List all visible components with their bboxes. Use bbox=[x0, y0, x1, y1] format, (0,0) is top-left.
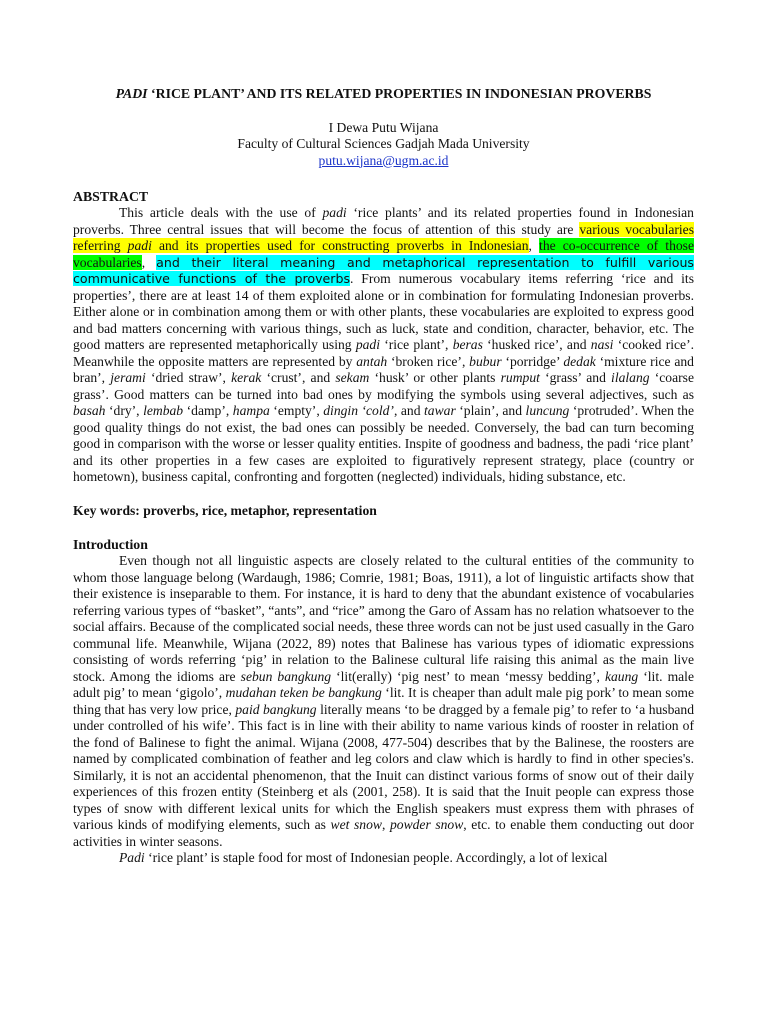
text-run: ‘dried straw’, bbox=[145, 370, 232, 385]
text-run: , bbox=[381, 817, 390, 832]
keywords: Key words: proverbs, rice, metaphor, representation bbox=[73, 502, 377, 518]
italic-term: jerami bbox=[110, 370, 146, 385]
paper-title bbox=[73, 86, 694, 103]
text-run: ‘crust’, and bbox=[261, 370, 336, 385]
text-run: This article deals with the use of bbox=[119, 205, 323, 220]
text-run: ‘lit. It is cheaper than adult male pig pork’ to mean some thing that has very low price, bbox=[73, 685, 694, 717]
text-run: ‘plain’, and bbox=[455, 403, 526, 418]
italic-term: dingin ‘cold’ bbox=[323, 403, 394, 418]
author-affiliation: Faculty of Cultural Sciences Gadjah Mada University bbox=[237, 136, 530, 151]
highlighted-text: and its properties used for constructing proverbs in Indonesian bbox=[151, 238, 529, 253]
title-italic-word: PADI bbox=[115, 86, 148, 101]
italic-term: tawar bbox=[424, 403, 456, 418]
italic-term: hampa bbox=[232, 403, 270, 418]
text-run: ‘broken rice’, bbox=[387, 353, 470, 369]
italic-term: ilalang bbox=[611, 370, 650, 385]
text-run: ‘damp’, bbox=[183, 403, 233, 418]
italic-term: padi bbox=[355, 337, 380, 352]
italic-term: luncung bbox=[525, 403, 570, 418]
italic-term: beras bbox=[452, 337, 483, 352]
introduction-paragraph-2 bbox=[73, 850, 694, 867]
text-run: ‘empty’, bbox=[269, 403, 324, 418]
introduction-heading: Introduction bbox=[73, 537, 148, 552]
italic-term: paid bangkung bbox=[235, 701, 317, 717]
italic-term: sebun bangkung bbox=[240, 668, 332, 684]
italic-term: nasi bbox=[590, 337, 614, 352]
author-email-link[interactable]: putu.wijana@ugm.ac.id bbox=[318, 152, 449, 168]
author-name: I Dewa Putu Wijana bbox=[328, 119, 439, 135]
italic-term: rumput bbox=[500, 370, 540, 385]
italic-term: basah bbox=[73, 403, 106, 418]
italic-term: antah bbox=[356, 353, 388, 369]
author-block bbox=[73, 120, 694, 170]
abstract-heading: ABSTRACT bbox=[73, 189, 149, 204]
highlighted-text: and their literal meaning and metaphorical representation to fulfill various communicative functions of the proverbs bbox=[73, 254, 694, 286]
italic-term: Padi bbox=[119, 850, 145, 865]
highlighted-text: the co-occurrence of those vocabularies bbox=[73, 238, 695, 270]
text-run: literally means ‘to be dragged by a female pig’ to refer to ‘a husband under controlled of his wife’. This fact is in line with their ability to name various kinds of rooster in relation of the fond of Balinese to fight the animal. Wijana (2008, 477-504) describes that by the Balinese, the roosters are named by complicated combination of feather and leg colors and claw which is hardly to find in other species's. Similarly, it is not an accidental phenomenon, that the Inuit can distinct various forms of snow out of their daily experiences of this frozen entity (Steinberg et als (2001, 258). It is said that the Inuit people can express those types of snow with different lexical units for which the English speakers must express them with phrases of various kinds of modifying elements, such as bbox=[73, 701, 694, 832]
italic-term: kaung bbox=[604, 668, 639, 684]
text-run: ‘dry’, bbox=[105, 403, 144, 418]
highlighted-text: padi bbox=[127, 238, 152, 253]
text-run: ‘porridge’ bbox=[501, 353, 564, 369]
text-run: ‘coarse grass’. Good matters can be turned into bad ones by modifying the symbols using several adjectives, such as bbox=[73, 370, 694, 402]
introduction-paragraph-1 bbox=[73, 553, 694, 850]
text-run: . From numerous vocabulary items referring ‘rice and its properties’, there are at least 14 of them exploited alone or in combination for formulating Indonesian proverbs. Either alone or in combination among them or with other plants, these vocabularies are exploited to express good and bad matters concerning with various things, such as luck, state and condition, character, behavior, etc. The good matters are represented metaphorically using bbox=[73, 271, 694, 352]
text-run: Even though not all linguistic aspects are closely related to the cultural entities of the community to whom those language belong (Wardaugh, 1986; Comrie, 1981; Boas, 1911), a lot of linguistic artifacts show that their existence is inseparable to them. For instance, it is hard to deny that the abundant existence of vocabularies referring various types of “basket”, “ants”, and “rice” among the Garo of Assam has no relation whatsoever to the social affairs. Because of the complicated social needs, these three words can not be just used casually in the Garo communal life. Meanwhile, Wijana (2022, 89) notes that Balinese has various types of idiomatic expressions consisting of words referring ‘pig’ in relation to the Balinese cultural life raising this animal as the main live stock. Among the idioms are bbox=[73, 553, 694, 684]
title-text: ‘RICE PLANT’ AND ITS RELATED PROPERTIES IN INDONESIAN PROVERBS bbox=[147, 86, 652, 101]
text-run: ‘husked rice’, and bbox=[482, 337, 591, 352]
text-run: ‘husk’ or other plants bbox=[369, 370, 501, 385]
italic-term: wet snow bbox=[330, 817, 382, 832]
text-run: ‘protruded’. When the good quality things do not exist, the bad ones can possibly be needed. Conversely, the bad can turn becoming good in comparison with the worse or lesser quality entities. Inspite of goodness and badness, the padi ‘rice plant’ and its other properties in a few cases are exploited to figuratively represent strategy, place (country or hometown), business capital, confronting and forgotten (neglected) individuals, hiding substance, etc. bbox=[73, 403, 694, 484]
abstract-paragraph bbox=[73, 205, 694, 486]
text-run: , and bbox=[393, 403, 425, 418]
highlighted-text: various vocabularies referring bbox=[73, 221, 695, 253]
text-run: ‘rice plant’, bbox=[379, 337, 453, 352]
italic-term: kerak bbox=[231, 370, 262, 385]
text-run: ‘rice plant’ is staple food for most of Indonesian people. Accordingly, a lot of lexical bbox=[144, 850, 608, 865]
italic-term: powder snow bbox=[389, 817, 464, 832]
italic-term: bubur bbox=[469, 353, 502, 369]
text-run: ‘mixture rice and bran’, bbox=[73, 353, 694, 385]
text-run: ‘grass’ and bbox=[539, 370, 612, 385]
text-run: ‘lit. male adult pig’ to mean ‘gigolo’, bbox=[73, 668, 694, 700]
italic-term: sekam bbox=[335, 370, 370, 385]
paper-content bbox=[73, 86, 694, 867]
italic-term: padi bbox=[322, 205, 347, 220]
italic-term: lembab bbox=[143, 403, 184, 418]
text-run: ‘rice plants’ and its related properties found in Indonesian proverbs. Three central issues that will become the focus of attention of this study are bbox=[73, 205, 694, 237]
text-run: , etc. to enable them conducting out door activities in winter seasons. bbox=[73, 817, 694, 849]
italic-term: mudahan teken be bangkung bbox=[225, 685, 382, 700]
italic-term: dedak bbox=[563, 353, 596, 369]
text-run: , bbox=[141, 254, 157, 270]
text-run: ‘cooked rice’. Meanwhile the opposite matters are represented by bbox=[73, 337, 695, 369]
text-run: ‘lit(erally) ‘pig nest’ to mean ‘messy bedding’, bbox=[331, 668, 605, 684]
text-run: , bbox=[528, 238, 540, 253]
